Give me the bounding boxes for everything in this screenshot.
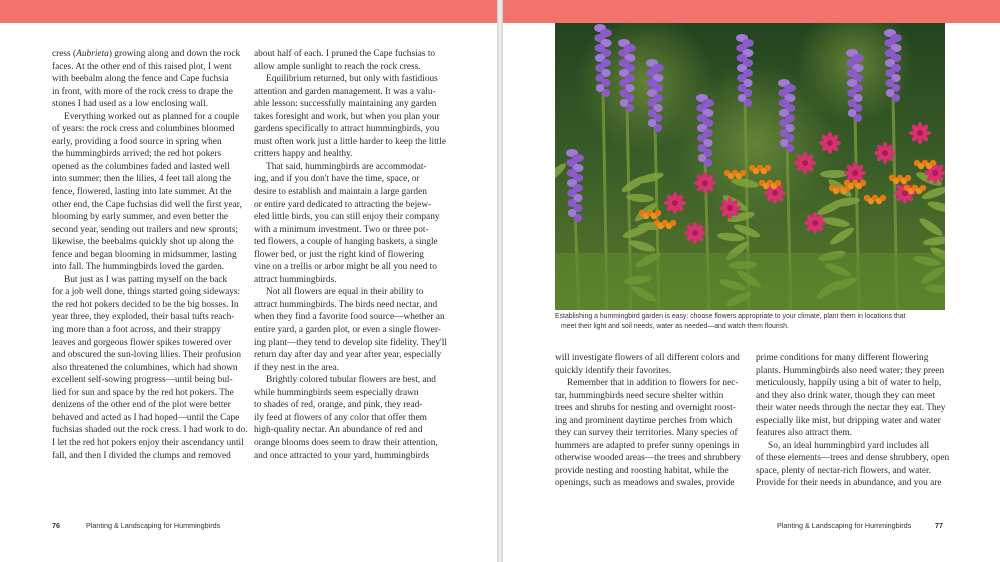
text-line: space, plenty of nectar-rich flowers, and water. [756, 465, 931, 476]
page-number-right: 77 [935, 521, 943, 530]
text-line: ing, and if you don't have the time, space, or [254, 174, 420, 185]
text-line: excellent self-sowing progress—until being bul- [52, 375, 233, 386]
text-line: other end, the Cape fuchsias did well the first year, [52, 199, 242, 210]
paragraph [254, 374, 450, 462]
paragraph [52, 274, 248, 462]
text-line: critters happy and healthy. [254, 149, 353, 160]
text-line: the red hot pokers decided to be the big bosses. In [52, 299, 239, 310]
text-line: high-quality nectar. An abundance of red and [254, 425, 423, 436]
page-number-left: 76 [52, 521, 60, 530]
text-line: attract hummingbirds. The birds need nectar, and [254, 299, 438, 310]
text-line: flower bed, or just the right kind of flowering [254, 249, 424, 260]
text-line: must often work just a little harder to keep the little [254, 136, 447, 147]
text-line: Brightly colored tubular flowers are best, and [266, 375, 436, 386]
flower-garden-photo [555, 23, 945, 310]
text-line: attract hummingbirds. [254, 274, 337, 285]
text-line: Equilibrium returned, but only with fastidious [266, 74, 438, 85]
text-line: vine on a trellis or arbor might be all you need to [254, 262, 437, 273]
text-line: allow ample sunlight to reach the rock cress. [254, 61, 421, 72]
text-line: especially like mist, but dripping water and water [756, 415, 941, 426]
text-line: return day after day and year after year, especially [254, 350, 442, 361]
text-line: about half of each. I pruned the Cape fuchsias to [254, 49, 436, 59]
right-page-column-1 [555, 352, 751, 490]
text-line: otherwise wooded areas—the trees and shrubbery [555, 453, 742, 464]
left-page [0, 0, 497, 562]
text-line: when they find a favorite food source—whether an [254, 312, 445, 323]
photo-caption-line: Establishing a hummingbird garden is easy: choose flowers appropriate to your climate, plant them in locations that [555, 313, 906, 320]
text-line: trees and shrubs for nesting and overnight roost- [555, 403, 736, 414]
text-line: fuchsias shaded out the rock cress. I had work to do. [52, 425, 248, 436]
text-line: early, providing a food source in spring when [52, 136, 222, 147]
paragraph [555, 377, 751, 490]
text-line: and they also drink water, though they can meet [756, 390, 935, 401]
text-line: meticulously, happily using a bit of water to help, [756, 378, 942, 389]
text-line: prime conditions for many different flowering [756, 353, 929, 363]
text-line: provide nesting and roosting habitat, while the [555, 465, 729, 476]
text-line: and once attracted to your yard, hummingbirds [254, 450, 430, 461]
text-line: But just as I was patting myself on the back [64, 274, 228, 285]
text-line: leaves and gorgeous flower spikes towered over [52, 337, 232, 348]
text-line: tar, hummingbirds need secure shelter within [555, 390, 724, 401]
text-line: the hummingbirds arrived; the red hot pokers [52, 149, 222, 160]
text-line: and obscured the sun-loving lilies. Their profusion [52, 350, 242, 361]
text-line: denizens of the other end of the plot were better [52, 400, 231, 411]
left-page-column-2 [254, 48, 450, 462]
text-line: able lesson: successfully maintaining any garden [254, 99, 437, 110]
text-line: stones I had used as a low enclosing wall. [52, 99, 208, 110]
text-line: Not all flowers are equal in their ability to [266, 287, 424, 298]
right-page-column-2 [756, 352, 952, 490]
text-line: fence and began blooming in midsummer, lasting [52, 249, 237, 260]
text-line: into summer; then the lilies, 4 feet tall along the [52, 174, 232, 185]
text-line: ing and prominent daytime perches from which [555, 415, 733, 426]
text-line: Aubrieta [76, 49, 109, 59]
paragraph [756, 440, 952, 490]
text-line: lied for sun and space by the red hot pokers. The [52, 387, 234, 398]
text-line: Remember that in addition to flowers for nec- [567, 378, 739, 389]
text-line: of years: the rock cress and columbines bloomed [52, 124, 235, 135]
text-line: ) growing along and down the rock [108, 49, 241, 59]
text-line: I let the red hot pokers enjoy their ascendancy until [52, 437, 244, 448]
flower-garden-illustration [555, 23, 945, 310]
text-line: Everything worked out as planned for a couple [64, 111, 240, 122]
text-line: desire to establish and maintain a large garden [254, 187, 427, 198]
text-line: they can survey their territories. Many species of [555, 428, 738, 439]
paragraph [756, 352, 952, 440]
text-line: fence, flowered, lasting into late summer. At the [52, 187, 232, 198]
text-line: That said, hummingbirds are accommodat- [266, 161, 427, 172]
running-footer-left: Planting & Landscaping for Hummingbirds [86, 521, 221, 530]
paragraph [555, 352, 751, 377]
text-line: cress ( [52, 49, 77, 59]
text-line: openings, such as meadows and swales, provide [555, 478, 735, 489]
text-line: ily feed at flowers of any color that offer them [254, 412, 427, 423]
text-line: hummers are adapted to prefer sunny openings in [555, 440, 740, 451]
text-line: orange blooms does seem to draw their attention, [254, 437, 438, 448]
text-line: quickly identify their favorites. [555, 365, 672, 376]
text-line: with beebalm along the fence and Cape fuchsia [52, 74, 229, 85]
text-line: Provide for their needs in abundance, and you are [756, 478, 942, 489]
text-line: behaved and acted as I had hoped—until the Cape [52, 412, 240, 423]
paragraph [52, 111, 248, 274]
right-page-color-band [503, 0, 1000, 23]
text-line: in front, with more of the rock cress to drape the [52, 86, 233, 97]
paragraph [52, 48, 248, 111]
text-line: their water needs through the nectar they eat. They [756, 403, 946, 414]
text-line: with a minimum investment. Two or three pot- [254, 224, 429, 235]
text-line: if they nest in the area. [254, 362, 340, 373]
text-line: So, an ideal hummingbird yard includes all [768, 440, 930, 451]
left-page-column-1 [52, 48, 248, 462]
paragraph [254, 286, 450, 374]
right-page [503, 0, 1000, 562]
text-line: ted flowers, a couple of hanging baskets, a single [254, 237, 438, 248]
text-line: into fall. The hummingbirds loved the garden. [52, 262, 225, 273]
paragraph [254, 48, 450, 73]
photo-caption [555, 312, 947, 332]
text-line: ing plant—they tend to develop site fidelity. They'll [254, 337, 447, 348]
text-line: likewise, the beebalms quickly shot up along the [52, 237, 234, 248]
paragraph [254, 161, 450, 286]
text-line: features also attract them. [756, 428, 852, 439]
text-line: opened as the columbines faded and lasted well [52, 161, 230, 172]
paragraph [254, 73, 450, 161]
text-line: will investigate flowers of all different colors and [555, 353, 740, 363]
text-line: plants. Hummingbirds also need water; they preen [756, 365, 945, 376]
text-line: to shades of red, orange, and pink, they read- [254, 400, 423, 411]
text-line: faces. At the other end of this raised plot, I went [52, 61, 232, 72]
left-page-color-band [0, 0, 497, 23]
text-line: fall, and then I divided the clumps and removed [52, 450, 231, 461]
text-line: for a job well done, things started going sideways: [52, 287, 241, 298]
text-line: or entire yard dedicated to attracting the bejew- [254, 199, 432, 210]
text-line: while hummingbirds seem especially drawn [254, 387, 419, 398]
text-line: eled little birds, you can still enjoy their company [254, 212, 440, 223]
text-line: attention and garden management. It was a valu- [254, 86, 436, 97]
text-line: second year, sending out trailers and new sprouts; [52, 224, 238, 235]
text-line: year three, they exploded, their basal tufts reach- [52, 312, 235, 323]
text-line: of these elements—trees and dense shrubbery, open [756, 453, 950, 464]
text-line: gardens specifically to attract hummingbirds, you [254, 124, 440, 135]
text-line: ing more than a foot across, and their strappy [52, 325, 221, 336]
running-footer-right: Planting & Landscaping for Hummingbirds [777, 521, 912, 530]
text-line: entire yard, a garden plot, or even a single flower- [254, 325, 441, 336]
text-line: also threatened the columbines, which had shown [52, 362, 238, 373]
photo-caption-line: meet their light and soil needs, water as needed—and watch them flourish. [561, 322, 789, 330]
text-line: takes foresight and work, but when you plan your [254, 111, 440, 122]
text-line: blooming by early summer, and even better the [52, 212, 229, 223]
